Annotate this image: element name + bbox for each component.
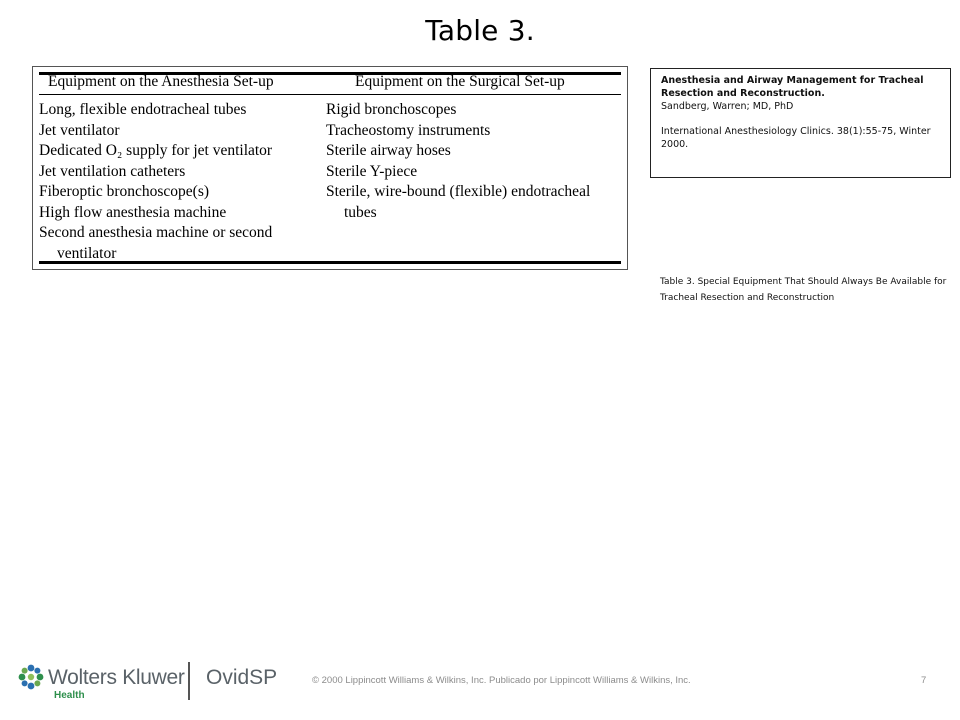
logo-subtext: Health — [54, 690, 85, 701]
table-cell: Dedicated O₂ supply for jet ventilator — [39, 142, 273, 159]
table-header-rule — [39, 94, 621, 95]
copyright-text: © 2000 Lippincott Williams & Wilkins, Inc. Publicado por Lippincott Williams & Wilkins, Inc. — [312, 675, 691, 686]
citation-source: International Anesthesiology Clinics. 38(1):55-75, Winter 2000. — [661, 126, 931, 150]
table-header-anesthesia: Equipment on the Anesthesia Set-up — [48, 73, 274, 90]
citation-title: Anesthesia and Airway Management for Tracheal Resection and Reconstruction. — [661, 75, 924, 99]
table-cell: Sterile Y-piece — [326, 162, 418, 180]
table-image — [32, 66, 628, 270]
table-cell: Tracheostomy instruments — [326, 121, 491, 139]
table-cell: Fiberoptic bronchoscope(s) — [39, 183, 210, 200]
table-bottom-rule — [39, 261, 621, 264]
table-cell: Jet ventilator — [39, 121, 120, 139]
table-cell: Jet ventilation catheters — [39, 162, 186, 180]
table-cell: Second anesthesia machine or second ventilator — [39, 224, 273, 262]
logo-wordmark: Wolters Kluwer — [48, 666, 185, 689]
table-cell: High flow anesthesia machine — [39, 203, 227, 221]
table-header-surgical: Equipment on the Surgical Set-up — [355, 73, 565, 90]
table-cell: Sterile airway hoses — [326, 142, 451, 159]
citation-box — [650, 68, 951, 178]
anesthesia-equipment-list — [39, 100, 324, 264]
product-name: OvidSP — [206, 666, 278, 689]
surgical-equipment-list — [326, 100, 622, 223]
logo-divider — [188, 662, 190, 700]
citation-author: Sandberg, Warren; MD, PhD — [661, 101, 794, 112]
table-cell: Rigid bronchoscopes — [326, 101, 457, 118]
table-cell: Long, flexible endotracheal tubes — [39, 101, 247, 118]
wolters-kluwer-logo-icon — [18, 664, 44, 690]
table-cell: Sterile, wire-bound (flexible) endotracheal tubes — [326, 183, 591, 221]
slide-title: Table 3. — [425, 14, 535, 47]
table-caption: Table 3. Special Equipment That Should Always Be Available for Tracheal Resection and Reconstruction — [660, 277, 947, 303]
page-number: 7 — [921, 675, 927, 686]
